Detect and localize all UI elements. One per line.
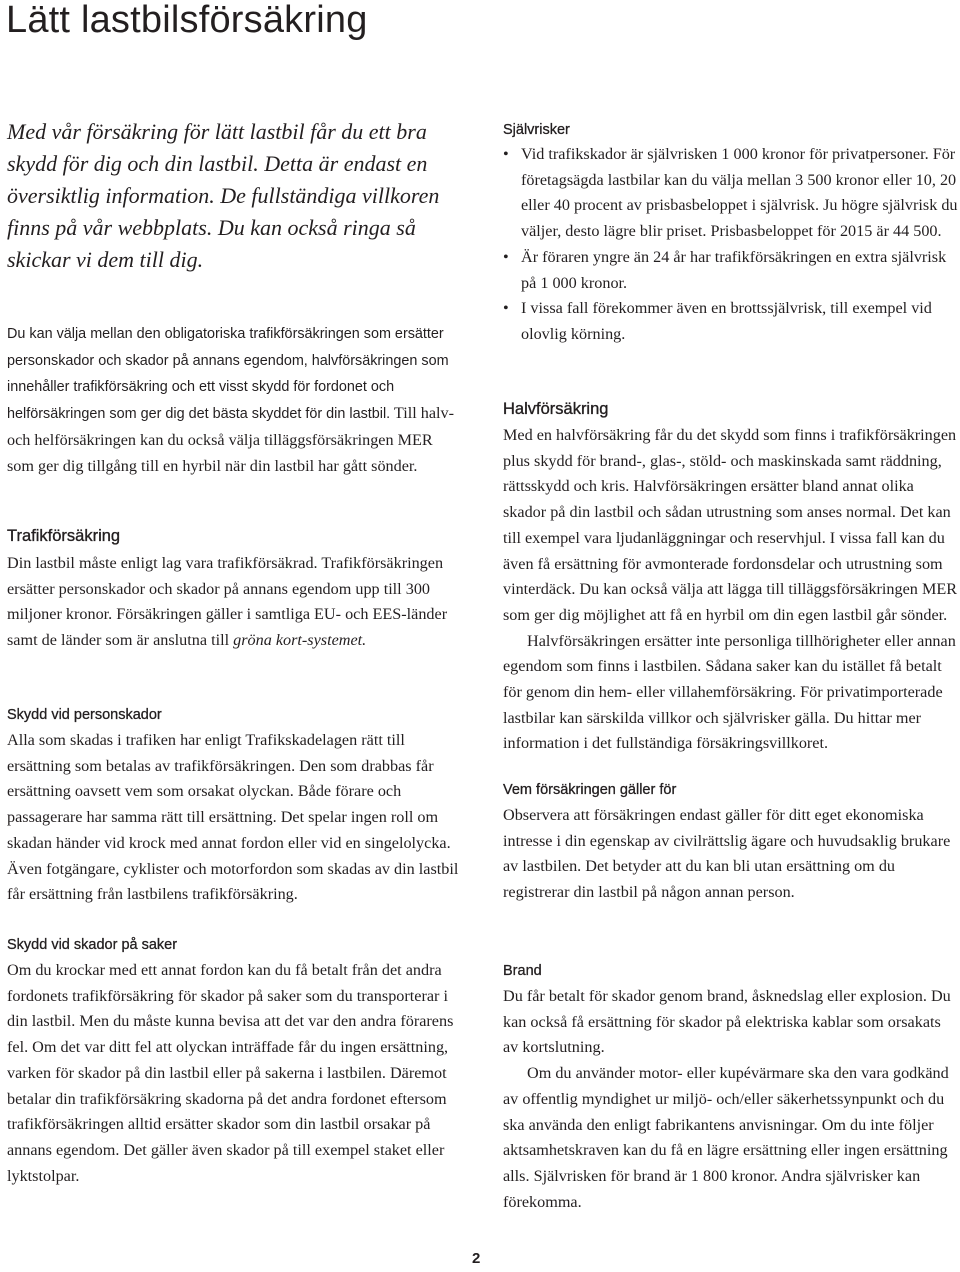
halv-text-2: Halvförsäkringen ersätter inte personliga tillhörigheter eller annan egendom som finns i lastbilen. Sådana saker kan du istället få betalt för genom din hem- eller villahemförsäkring. För privatimporterade lastbilar kan särskilda villkor och självrisker gälla. Du hittar mer information i det fullständiga försäkringsvillkoret. <box>503 631 956 753</box>
halv-heading: Halvförsäkring <box>503 400 609 418</box>
lead-text-sans: Du kan välja mellan den obligatoriska trafikförsäkringen som ersätter personskador och skador på annans egendom, halvförsäkringen som innehåller trafikförsäkring och ett visst skydd för fordonet och helförsäkringen som ger dig det bästa skyddet för din lastbil. <box>7 326 449 423</box>
trafik-text <box>7 551 463 654</box>
trafik-text-italic: gröna kort-systemet. <box>233 631 367 650</box>
page-title: Lätt lastbilsförsäkring <box>6 0 368 41</box>
saker-heading: Skydd vid skador på saker <box>7 937 178 953</box>
list-item: • Vid trafikskador är självrisken 1 000 kronor för privatpersoner. För företagsägda lastbilar kan du välja mellan 3 500 kronor eller 10, 20 eller 40 procent av prisbasbeloppet i självrisk. Ju högre självrisk du väljer, desto lägre blir priset. Prisbasbeloppet för 2015 är 44 500. <box>503 142 959 245</box>
list-item: • I vissa fall förekommer även en brottssjälvrisk, till exempel vid olovlig körning. <box>503 296 959 347</box>
vem-heading: Vem försäkringen gäller för <box>503 782 677 798</box>
trafik-heading: Trafikförsäkring <box>7 527 121 545</box>
section-personskador <box>7 704 463 908</box>
brand-text-2: Om du använder motor- eller kupévärmare ska den vara godkänd av offentlig myndighet ur miljö- och/eller säkerhetssynpunkt och du ska använda den enligt fabrikantens anvisningar. Om du inte följer aktsamhetskraven kan du få en lägre ersättning eller ingen ersättning alls. Självrisken för brand är 1 800 kronor. Andra självrisker kan förekomma. <box>503 1064 949 1211</box>
trafik-text-main: Din lastbil måste enligt lag vara trafikförsäkrad. Trafikförsäkringen ersätter personskador och skador på annans egendom upp till 300 miljoner kronor. Försäkringen gäller i samtliga EU- och EES-länder samt de länder som är anslutna till <box>7 554 448 650</box>
personskador-heading: Skydd vid personskador <box>7 707 162 723</box>
personskador-text: Alla som skadas i trafiken har enligt Trafikskadelagen rätt till ersättning som betalas av trafikförsäkringen. Den som drabbas får ersättning oavsett vem som orsakat olyckan. Både förare och passagerare har samma rätt till ersättning. Det spelar ingen roll om skadan händer vid krock med annat fordon eller vid en singelolycka. Även fotgängare, cyklister och motorfordon som skadas av din lastbil får ersättning från lastbilens trafikförsäkring. <box>7 731 459 904</box>
lead-paragraph <box>7 321 463 479</box>
halv-text-1: Med en halvförsäkring får du det skydd som finns i trafikförsäkringen plus skydd för brand-, glas-, stöld- och maskinskada samt räddning, rättsskydd och kris. Halvförsäkringen ersätter bland annat olika skador på din lastbil och sådan utrustning som anses normal. Det kan till exempel vara ljudanläggningar och reservhjul. I vissa fall kan du även få ersättning för avmonterade fordonsdelar och utrustning som vinterdäck. Du kan också välja att lägga till tilläggsförsäkringen MER som ger dig möjlighet att få en hyrbil om din egen lastbil går sönder. <box>503 426 958 624</box>
brand-text-1: Du får betalt för skador genom brand, åsknedslag eller explosion. Du kan också få ersättning för skador på elektriska kablar som orsakats av kortslutning. <box>503 987 951 1057</box>
list-item: • Är föraren yngre än 24 år har trafikförsäkringen en extra självrisk på 1 000 kronor. <box>503 245 959 296</box>
section-brand <box>503 960 959 1215</box>
vem-text: Observera att försäkringen endast gäller för ditt eget ekonomiska intresse i din egenskap av civilrättslig ägare och huvudsaklig brukare av lastbilen. Det betyder att du kan bli utan ersättning om du registrerar din lastbil på någon annan person. <box>503 806 951 902</box>
section-saker <box>7 934 463 1189</box>
page-number: 2 <box>472 1250 481 1267</box>
section-vem <box>503 779 959 906</box>
lead-text-serif: Till halv- och helförsäkringen kan du också välja tilläggsförsäkringen MER som ger dig tillgång till en hyrbil när din lastbil har gått sönder. <box>7 404 455 475</box>
section-halvforsakring <box>503 397 959 757</box>
intro-text: Med vår försäkring för lätt lastbil får du ett bra skydd för dig och din lastbil. Detta är endast en översiktlig information. De fullständiga villkoren finns på vår webbplats. Du kan också ringa så skickar vi dem till dig. <box>7 119 440 272</box>
sjalvrisker-list <box>503 142 959 348</box>
section-trafikforsakring <box>7 524 463 654</box>
sjalvrisker-heading: Självrisker <box>503 122 570 138</box>
section-sjalvrisker <box>503 119 959 348</box>
brand-heading: Brand <box>503 963 542 979</box>
saker-text: Om du krockar med ett annat fordon kan du få betalt från det andra fordonets trafikförsäkring för skador på saker som du transporterar i din lastbil. Men du måste kunna bevisa att det var den andra förarens fel. Om det var ditt fel att olyckan inträffade får du ingen ersättning, varken för skador på din lastbil eller på sakerna i lastbilen. Däremot betalar din trafikförsäkring skadorna på det andra fordonet eftersom trafikförsäkringen alltid ersätter skador som din lastbil orsakar på annans egendom. Det gäller även skador på till exempel staket eller lyktstolpar. <box>7 961 454 1185</box>
